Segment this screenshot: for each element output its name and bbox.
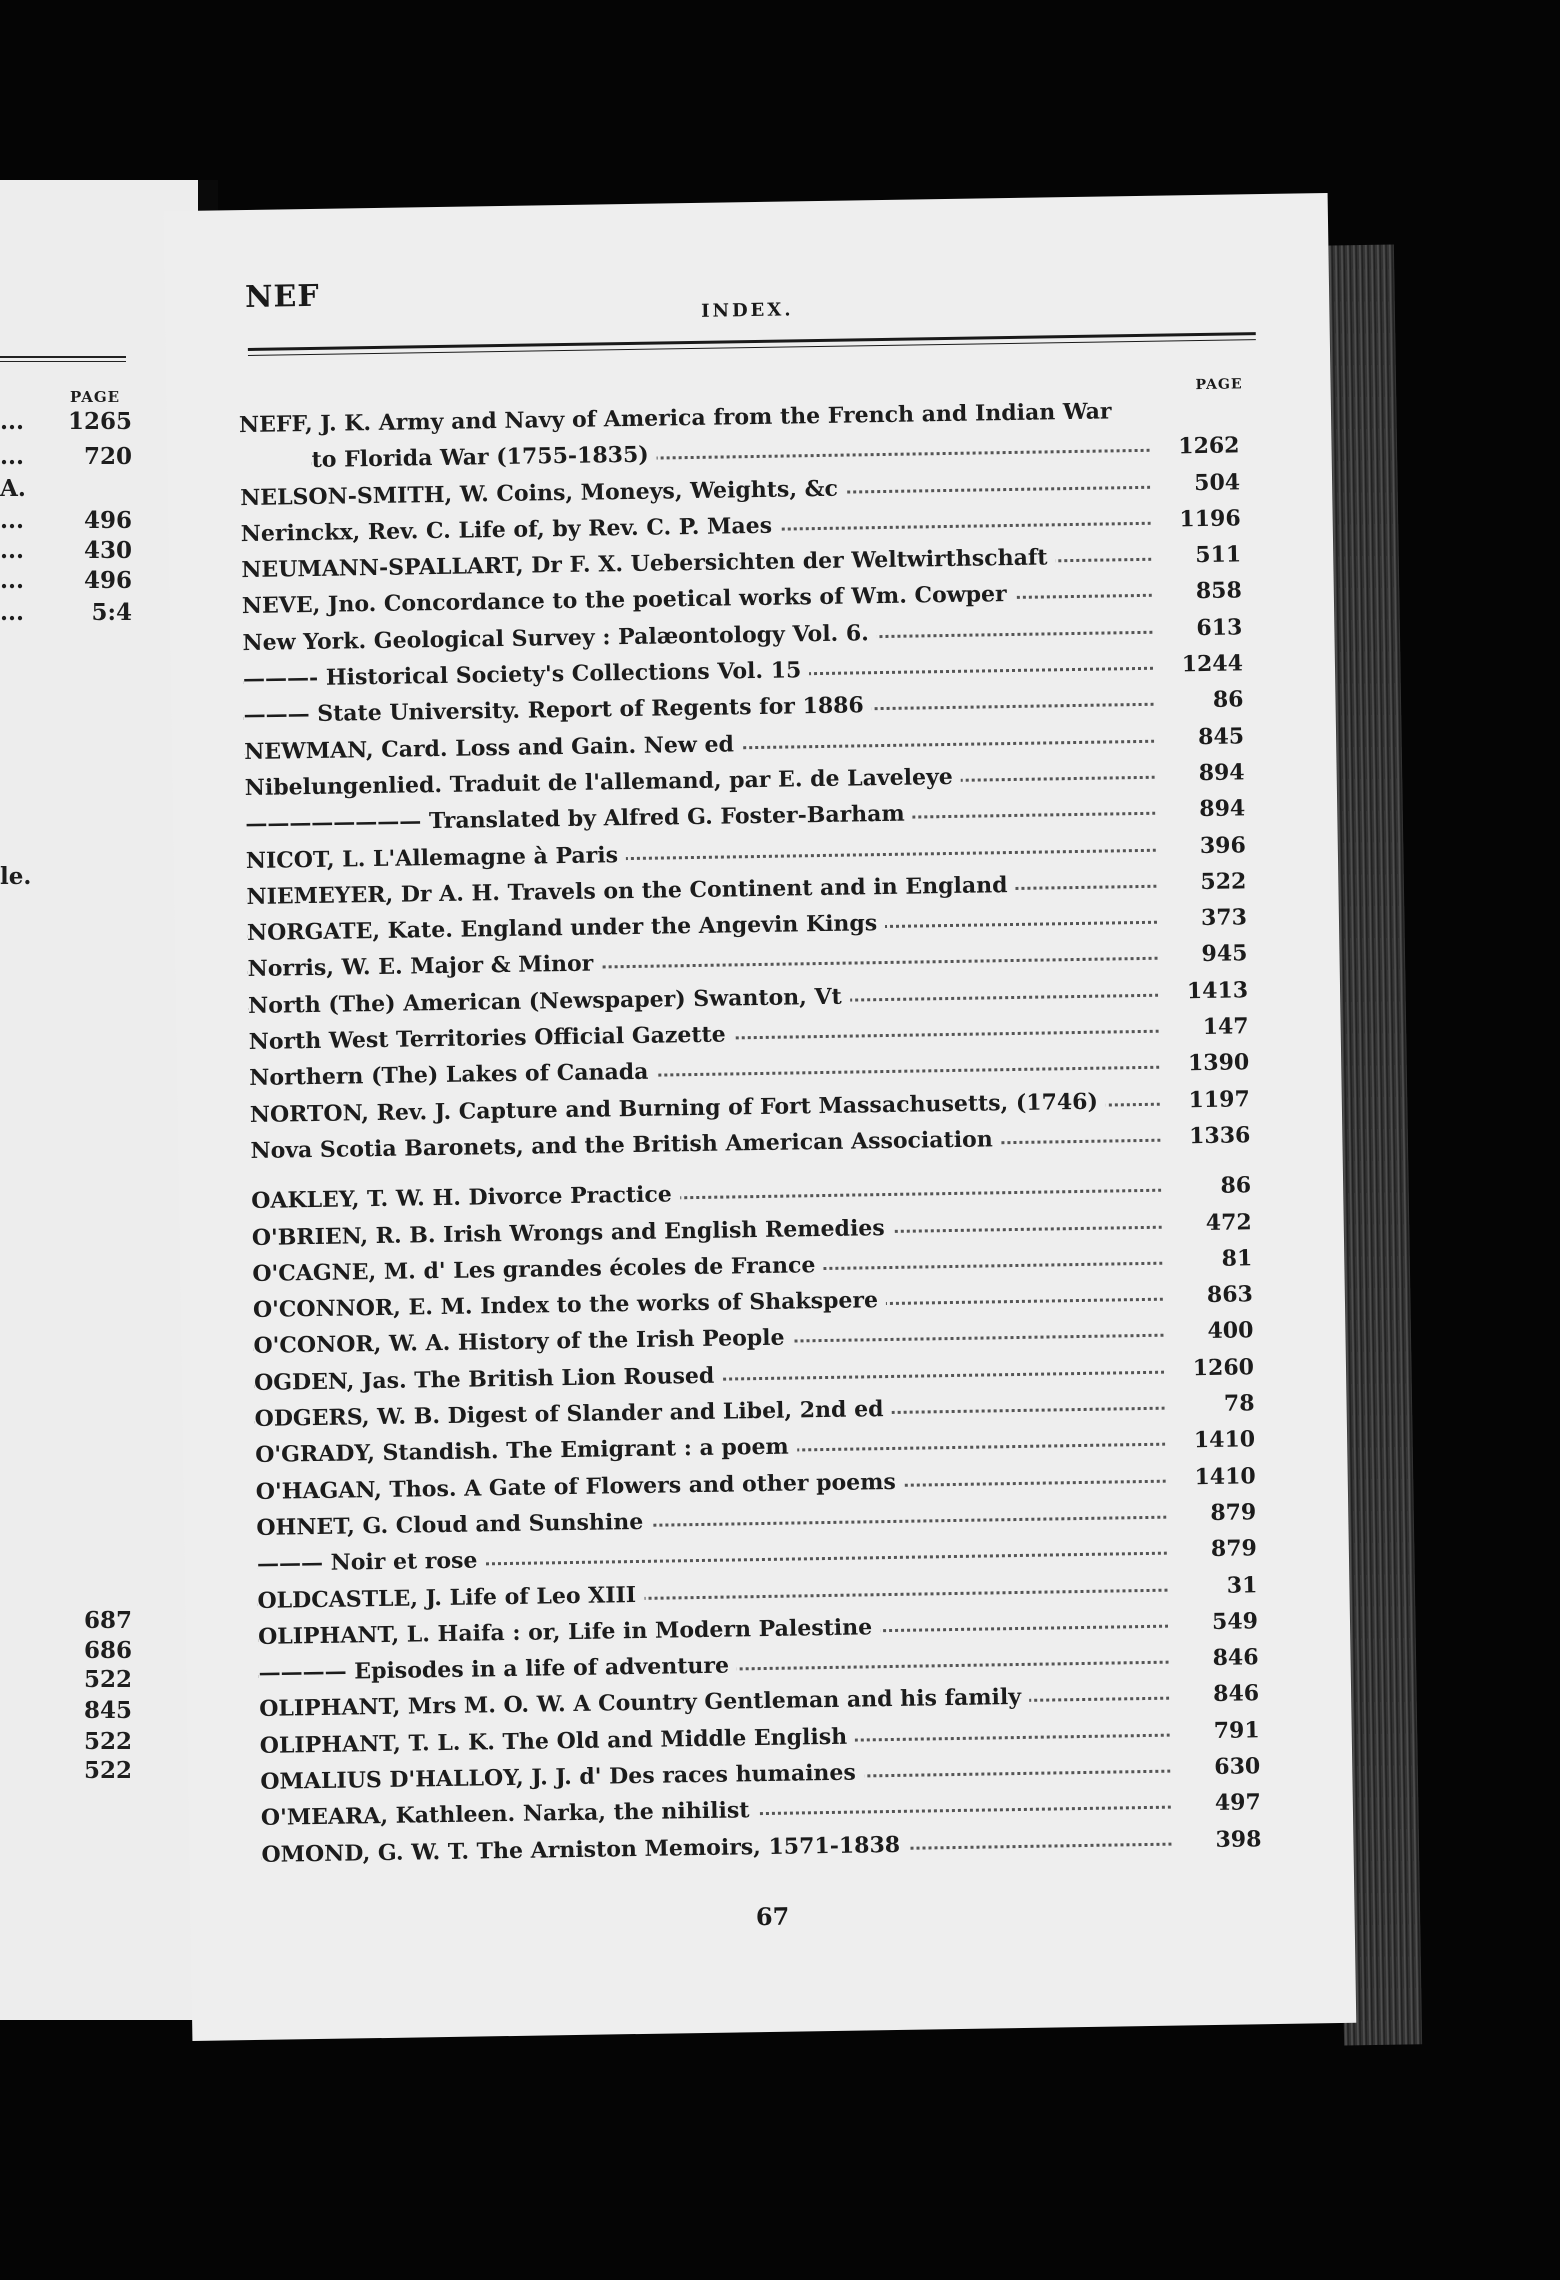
left-page-row-number: 522 bbox=[83, 1757, 132, 1784]
entry-page-number: 147 bbox=[1202, 1013, 1249, 1041]
left-page-row bbox=[0, 599, 132, 625]
left-page-row-number: 496 bbox=[83, 567, 132, 594]
left-page-row-fragment: le. bbox=[0, 863, 32, 890]
entry-title: O'BRIEN, R. B. Irish Wrongs and English Remedies bbox=[252, 1214, 893, 1250]
entry-page-number: 86 bbox=[1220, 1172, 1252, 1200]
entry-page-number: 894 bbox=[1199, 795, 1246, 823]
entry-title: NEWMAN, Card. Loss and Gain. New ed bbox=[244, 731, 742, 765]
left-page-row bbox=[0, 1728, 132, 1754]
left-page-row-fragment: ... bbox=[0, 567, 25, 594]
header-rule bbox=[248, 332, 1256, 356]
entry-page-number: 497 bbox=[1214, 1789, 1262, 1817]
left-page-row-number: 686 bbox=[83, 1637, 132, 1664]
entry-page-number: 398 bbox=[1215, 1825, 1262, 1853]
left-page-row bbox=[0, 863, 132, 889]
entry-page-number: 879 bbox=[1210, 1535, 1258, 1563]
entry-page-number: 863 bbox=[1206, 1281, 1254, 1309]
left-page-header-rule bbox=[0, 356, 126, 362]
entry-title: NIEMEYER, Dr A. H. Travels on the Continent and in England bbox=[246, 872, 1015, 910]
left-page-row bbox=[0, 537, 132, 563]
entry-title: OMALIUS D'HALLOY, J. J. d' Des races humaines bbox=[260, 1759, 864, 1794]
entry-page-number: 511 bbox=[1195, 541, 1242, 569]
entry-page-number: 549 bbox=[1211, 1608, 1259, 1635]
entry-page-number: 630 bbox=[1214, 1753, 1261, 1780]
left-page-row-fragment: ... bbox=[0, 599, 25, 626]
entry-page-number: 81 bbox=[1221, 1245, 1253, 1272]
entry-title: OLIPHANT, Mrs M. O. W. A Country Gentleman and his family bbox=[259, 1684, 1029, 1722]
entry-title: Northern (The) Lakes of Canada bbox=[249, 1059, 656, 1091]
entry-page-number: 1410 bbox=[1193, 1426, 1256, 1454]
entry-title: ——— State University. Report of Regents for 1886 bbox=[243, 693, 872, 729]
entry-title: O'GRADY, Standish. The Emigrant : a poem bbox=[255, 1434, 797, 1469]
entry-page-number: 1196 bbox=[1179, 505, 1241, 533]
entry-title: O'CAGNE, M. d' Les grandes écoles de France bbox=[252, 1252, 823, 1287]
left-page-row bbox=[0, 475, 132, 501]
left-page-row-fragment: ... bbox=[0, 443, 25, 470]
entry-title: OHNET, G. Cloud and Sunshine bbox=[256, 1509, 651, 1541]
entry-title: ———- Historical Society's Collections Vol. 15 bbox=[243, 657, 810, 692]
left-page-row-number: 687 bbox=[83, 1607, 132, 1634]
entry-title: North (The) American (Newspaper) Swanton, Vt bbox=[248, 983, 850, 1018]
entry-page-number: 1410 bbox=[1194, 1462, 1256, 1490]
left-page-row-fragment: A. bbox=[0, 475, 26, 502]
entry-page-number: 1413 bbox=[1186, 977, 1249, 1005]
left-page-row bbox=[0, 443, 132, 469]
entry-page-number: 396 bbox=[1199, 831, 1246, 859]
page-column-label: PAGE bbox=[1195, 376, 1243, 394]
left-page-row-number: 5:4 bbox=[91, 599, 132, 626]
entry-page-number: 522 bbox=[1200, 868, 1247, 895]
entry-title: ——— Noir et rose bbox=[257, 1548, 486, 1578]
entry-title: O'CONNOR, E. M. Index to the works of Shakspere bbox=[253, 1287, 886, 1323]
left-page-row bbox=[0, 1697, 132, 1723]
entry-page-number: 894 bbox=[1198, 759, 1245, 787]
entry-title: OLIPHANT, T. L. K. The Old and Middle English bbox=[260, 1723, 856, 1758]
left-page-row bbox=[0, 507, 132, 533]
entry-title: ———————— Translated by Alfred G. Foster-Barham bbox=[245, 801, 913, 837]
left-page-row-number: 522 bbox=[83, 1728, 132, 1755]
entry-title: New York. Geological Survey : Palæontology Vol. 6. bbox=[242, 620, 877, 656]
entry-title: NORTON, Rev. J. Capture and Burning of Fort Massachusetts, (1746) bbox=[250, 1088, 1106, 1127]
index-page bbox=[164, 193, 1357, 2041]
entry-title: NELSON-SMITH, W. Coins, Moneys, Weights, &c bbox=[240, 475, 846, 511]
entry-page-number: 1197 bbox=[1188, 1085, 1250, 1113]
entry-page-number bbox=[1159, 396, 1239, 397]
entry-page-number: 472 bbox=[1205, 1208, 1252, 1236]
page-title: INDEX. bbox=[700, 299, 794, 322]
entry-page-number: 879 bbox=[1210, 1499, 1257, 1526]
entry-page-number: 613 bbox=[1196, 614, 1243, 641]
left-page-row-number: 496 bbox=[83, 507, 132, 534]
left-page-row bbox=[0, 1637, 132, 1663]
entry-title: Nerinckx, Rev. C. Life of, by Rev. C. P. Maes bbox=[241, 513, 781, 547]
entry-page-number: 845 bbox=[1197, 723, 1245, 750]
entry-title: O'HAGAN, Thos. A Gate of Flowers and other poems bbox=[256, 1468, 904, 1504]
entry-page-number: 1244 bbox=[1181, 650, 1244, 678]
entry-page-number: 504 bbox=[1193, 468, 1241, 496]
entry-title: ODGERS, W. B. Digest of Slander and Libel, 2nd ed bbox=[254, 1396, 891, 1432]
left-page-row-fragment: ... bbox=[0, 507, 25, 534]
entry-title: O'MEARA, Kathleen. Narka, the nihilist bbox=[261, 1797, 758, 1831]
left-page-row-number: 845 bbox=[83, 1697, 132, 1724]
entry-title: NICOT, L. L'Allemagne à Paris bbox=[246, 842, 627, 874]
left-page-row-number: 720 bbox=[83, 443, 132, 470]
left-page-row-fragment: ... bbox=[0, 537, 25, 564]
entry-title: ———— Episodes in a life of adventure bbox=[258, 1653, 737, 1687]
entry-title: to Florida War (1755-1835) bbox=[311, 442, 656, 473]
left-page-row-number: 522 bbox=[83, 1666, 132, 1693]
running-head: NEF bbox=[244, 278, 320, 315]
entry-title: OLDCASTLE, J. Life of Leo XIII bbox=[257, 1581, 644, 1613]
left-page-row bbox=[0, 1757, 132, 1783]
entry-page-number: 373 bbox=[1200, 904, 1248, 932]
left-page-row-number: 430 bbox=[83, 537, 132, 564]
left-page-row bbox=[0, 408, 132, 434]
entry-title: Nibelungenlied. Traduit de l'allemand, par E. de Laveleye bbox=[245, 764, 961, 801]
entry-title: NEUMANN-SPALLART, Dr F. X. Uebersichten der Weltwirthschaft bbox=[241, 544, 1056, 583]
entry-page-number: 791 bbox=[1213, 1716, 1260, 1744]
entry-page-number: 1390 bbox=[1187, 1049, 1250, 1077]
left-page-row bbox=[0, 1607, 132, 1633]
entry-page-number: 86 bbox=[1212, 686, 1244, 714]
entry-page-number: 400 bbox=[1207, 1317, 1254, 1345]
left-page-row-fragment: ... bbox=[0, 408, 25, 435]
entry-title: OMOND, G. W. T. The Arniston Memoirs, 1571-1838 bbox=[261, 1831, 908, 1867]
index-entries bbox=[239, 392, 1272, 1874]
entry-page-number: 858 bbox=[1195, 577, 1242, 605]
entry-title: Norris, W. E. Major & Minor bbox=[247, 951, 601, 983]
entry-title: Nova Scotia Baronets, and the British American Association bbox=[250, 1126, 1001, 1164]
left-page-row bbox=[0, 1666, 132, 1692]
entry-title: North West Territories Official Gazette bbox=[249, 1021, 734, 1055]
entry-page-number: 1336 bbox=[1188, 1122, 1251, 1150]
entry-page-number: 1260 bbox=[1192, 1353, 1255, 1381]
entry-title: NEVE, Jno. Concordance to the poetical works of Wm. Cowper bbox=[242, 581, 1015, 619]
entry-title: NEFF, J. K. Army and Navy of America from the French and Indian War bbox=[239, 398, 1120, 438]
entry-title: OGDEN, Jas. The British Lion Roused bbox=[254, 1362, 723, 1395]
entry-page-number: 78 bbox=[1223, 1390, 1255, 1417]
entry-title: OLIPHANT, L. Haifa : or, Life in Modern Palestine bbox=[258, 1614, 880, 1650]
left-page-row bbox=[0, 567, 132, 593]
entry-page-number: 1262 bbox=[1178, 432, 1240, 460]
entry-page-number: 846 bbox=[1212, 1644, 1259, 1672]
entry-page-number: 31 bbox=[1226, 1571, 1258, 1599]
left-page-column-label: PAGE bbox=[70, 388, 121, 406]
left-page-row-number: 1265 bbox=[67, 408, 132, 435]
entry-page-number: 945 bbox=[1201, 940, 1248, 968]
entry-title: OAKLEY, T. W. H. Divorce Practice bbox=[251, 1182, 680, 1215]
entry-page-number: 846 bbox=[1212, 1680, 1260, 1708]
entry-title: NORGATE, Kate. England under the Angevin Kings bbox=[247, 910, 886, 946]
entry-title: O'CONOR, W. A. History of the Irish People bbox=[253, 1325, 792, 1359]
page-number: 67 bbox=[755, 1901, 790, 1932]
